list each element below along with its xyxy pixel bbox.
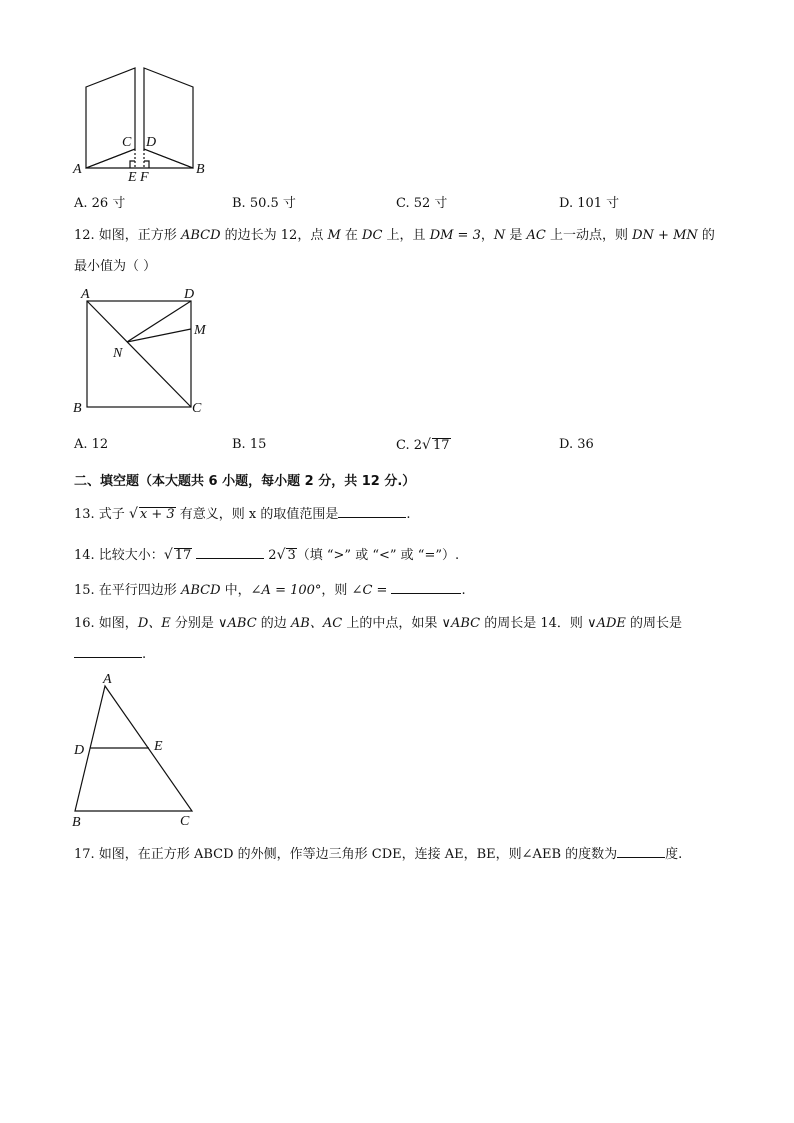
fig12-label-m: M bbox=[194, 323, 206, 338]
q12-option-a: A. 12 bbox=[74, 437, 109, 452]
fig12-label-a: A bbox=[81, 287, 90, 302]
fig11-label-c: C bbox=[122, 135, 132, 150]
q12-line1: 12. 如图，正方形 ABCD 的边长为 12，点 M 在 DC 上，且 DM = 3，N 是 AC 上一动点，则 DN + MN 的 bbox=[74, 228, 715, 243]
fig11-label-d: D bbox=[146, 135, 157, 150]
fig11-label-b: B bbox=[196, 162, 205, 177]
q12-option-d: D. 36 bbox=[559, 437, 594, 452]
q16-line2: . bbox=[74, 645, 146, 662]
fig11-label-f: F bbox=[140, 170, 149, 185]
fig12-label-b: B bbox=[73, 401, 82, 416]
figure-q11 bbox=[70, 62, 220, 187]
q14-answer-blank bbox=[196, 546, 264, 559]
q15-answer-blank bbox=[391, 581, 461, 594]
q12-line2: 最小值为（ ） bbox=[74, 259, 157, 274]
fig12-label-c: C bbox=[192, 401, 202, 416]
q13-answer-blank bbox=[338, 505, 406, 518]
fig16-label-d: D bbox=[74, 743, 85, 758]
q11-option-c: C. 52 寸 bbox=[396, 196, 448, 211]
q16-line1: 16. 如图，D、E 分别是 ∨ABC 的边 AB、AC 上的中点，如果 ∨ABC 的周长是 14．则 ∨ADE 的周长是 bbox=[74, 616, 683, 631]
q16-answer-blank bbox=[74, 645, 142, 658]
q11-option-a: A. 26 寸 bbox=[74, 196, 126, 211]
fig11-label-e: E bbox=[128, 170, 137, 185]
q17-answer-blank bbox=[617, 845, 665, 858]
q12-option-b: B. 15 bbox=[232, 437, 267, 452]
fig12-label-n: N bbox=[113, 346, 123, 361]
q15: 15. 在平行四边形 ABCD 中，∠A = 100°，则 ∠C = . bbox=[74, 583, 466, 598]
figure-q12 bbox=[70, 284, 220, 418]
figure-q16 bbox=[66, 668, 206, 832]
q17: 17. 如图，在正方形 ABCD 的外侧，作等边三角形 CDE，连接 AE，BE，则∠AEB 的度数为 度. bbox=[74, 847, 683, 862]
fig16-label-a: A bbox=[103, 672, 112, 687]
q11-option-b: B. 50.5 寸 bbox=[232, 196, 296, 211]
fig11-label-a: A bbox=[73, 162, 82, 177]
fig16-label-c: C bbox=[180, 814, 190, 829]
section-title: 二、填空题（本大题共 6 小题，每小题 2 分，共 12 分.） bbox=[74, 474, 416, 489]
fig16-label-b: B bbox=[72, 815, 81, 830]
q11-option-d: D. 101 寸 bbox=[559, 196, 620, 211]
q14: 14. 比较大小：√ 17 2√ 3（填 “>” 或 “<” 或 “=”）. bbox=[74, 547, 460, 563]
q13: 13. 式子 √ x + 3 有意义，则 x 的取值范围是 . bbox=[74, 506, 411, 522]
q12-option-c: C. 2√ 17 bbox=[396, 437, 450, 453]
fig16-label-e: E bbox=[154, 739, 163, 754]
fig12-label-d: D bbox=[184, 287, 195, 302]
